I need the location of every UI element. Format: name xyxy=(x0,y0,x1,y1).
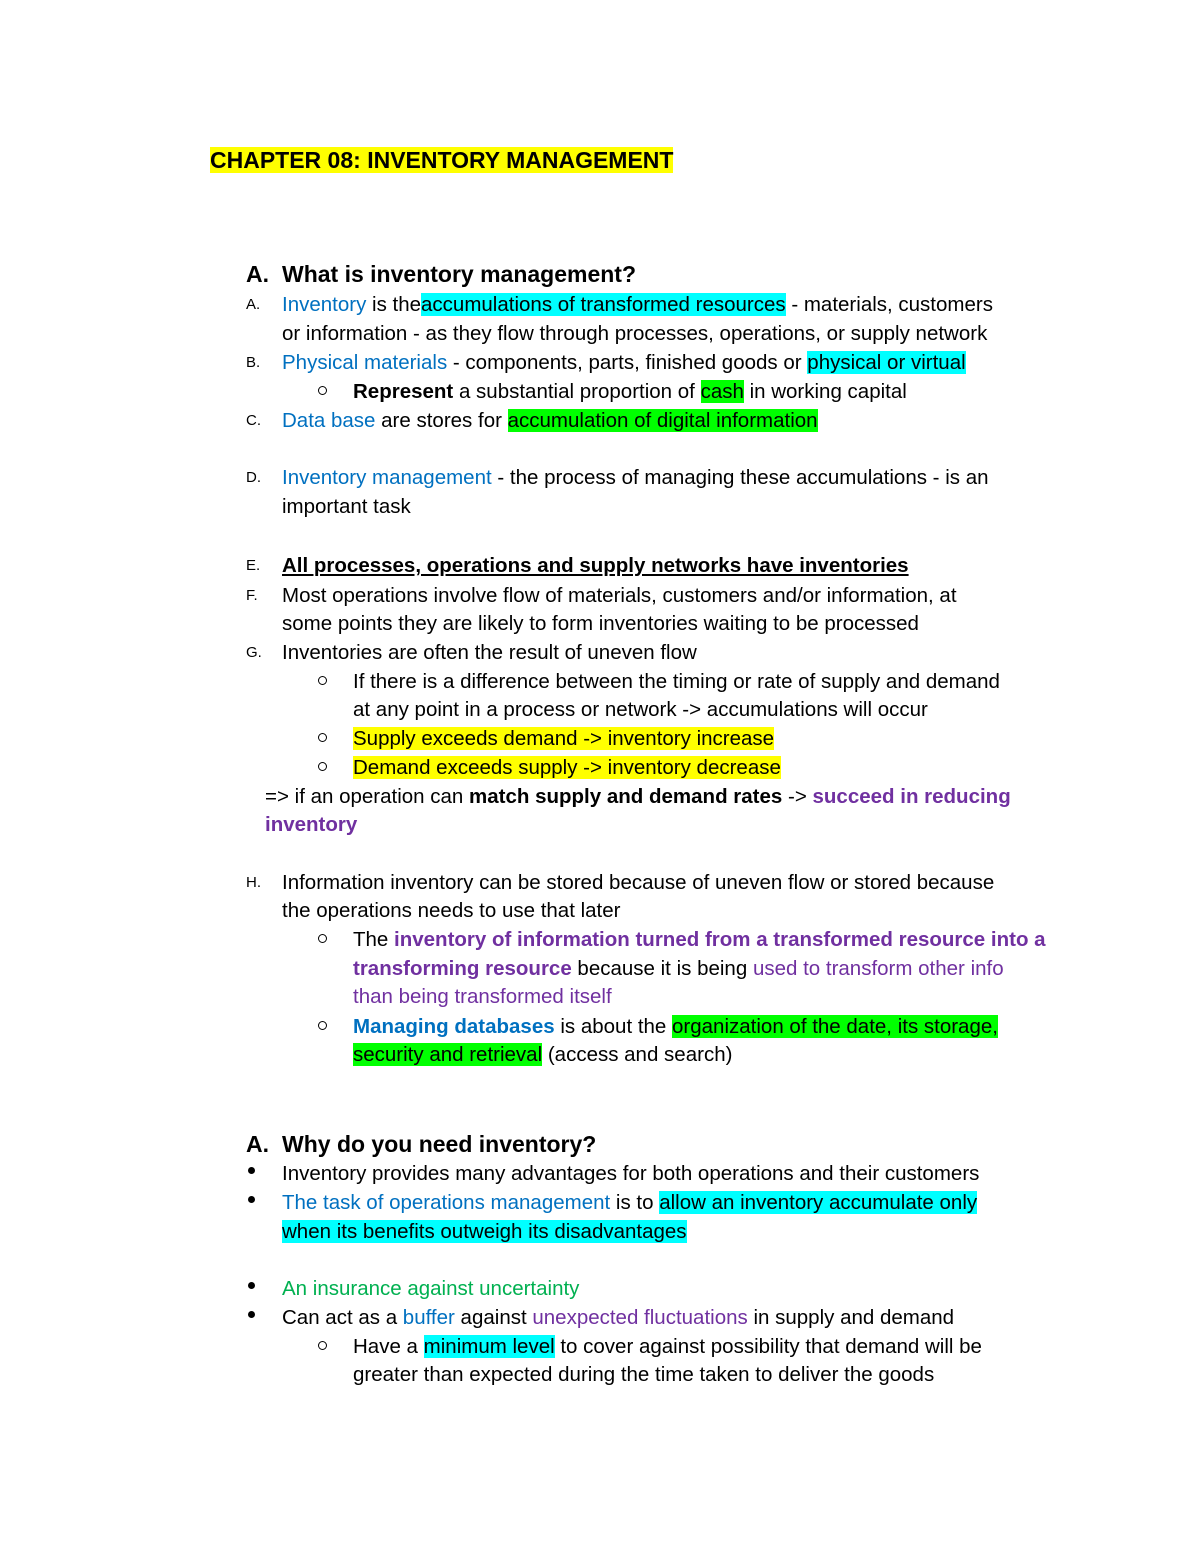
term-managing-databases: Managing databases xyxy=(353,1015,555,1038)
bullet-4-sub-line2: greater than expected during the time taken to deliver the goods xyxy=(353,1363,935,1386)
circle-bullet xyxy=(318,934,327,943)
term-data-base: Data base xyxy=(282,409,376,432)
item-a-marker: A. xyxy=(246,296,261,313)
item-h-sub1-line1: The inventory of information turned from a transformed resource into a xyxy=(353,928,1046,951)
item-a-line2: or information - as they flow through processes, operations, or supply network xyxy=(282,322,988,345)
item-g-conclusion-line2: inventory xyxy=(265,813,358,836)
item-d-marker: D. xyxy=(246,469,261,486)
item-g-sub1-line1: If there is a difference between the timing or rate of supply and demand xyxy=(353,670,1000,693)
item-h-marker: H. xyxy=(246,874,261,891)
term-task-operations: The task of operations management xyxy=(282,1191,611,1214)
circle-bullet xyxy=(318,1021,327,1030)
bullet-2-line2: when its benefits outweigh its disadvantages xyxy=(282,1220,687,1243)
highlight-accumulations: accumulations of transformed resources xyxy=(421,293,786,316)
item-b-line1: Physical materials - components, parts, finished goods or physical or virtual xyxy=(282,351,966,374)
bullet-dot xyxy=(248,1282,255,1289)
item-c-line1: Data base are stores for accumulation of digital information xyxy=(282,409,818,432)
section-a-marker: A. xyxy=(246,261,269,287)
item-e-text: All processes, operations and supply networks have inventories xyxy=(282,554,909,577)
item-e-marker: E. xyxy=(246,557,261,574)
bullet-2-line1: The task of operations management is to allow an inventory accumulate only xyxy=(282,1191,978,1214)
item-c-marker: C. xyxy=(246,412,261,429)
section-b-marker: A. xyxy=(246,1131,269,1157)
item-g-sub2: Supply exceeds demand -> inventory increase xyxy=(353,727,775,750)
item-g-conclusion-line1: => if an operation can match supply and demand rates -> succeed in reducing xyxy=(265,785,1011,808)
item-b-marker: B. xyxy=(246,354,261,371)
item-b-sub: Represent a substantial proportion of cash in working capital xyxy=(353,380,907,403)
circle-bullet xyxy=(318,733,327,742)
section-a-heading: What is inventory management? xyxy=(282,261,637,287)
bullet-3: An insurance against uncertainty xyxy=(282,1277,580,1300)
item-h-sub2-line1: Managing databases is about the organization of the date, its storage, xyxy=(353,1015,998,1038)
highlight-digital-info: accumulation of digital information xyxy=(507,409,818,432)
chapter-title: CHAPTER 08: INVENTORY MANAGEMENT xyxy=(210,147,674,173)
item-g-sub1-line2: at any point in a process or network -> accumulations will occur xyxy=(353,698,928,721)
item-g-marker: G. xyxy=(246,644,262,661)
section-b-heading: Why do you need inventory? xyxy=(282,1131,597,1157)
item-g-sub3: Demand exceeds supply -> inventory decrease xyxy=(353,756,781,779)
item-d-line1: Inventory management - the process of managing these accumulations - is an xyxy=(282,466,989,489)
bullet-4: Can act as a buffer against unexpected fluctuations in supply and demand xyxy=(282,1306,955,1329)
circle-bullet xyxy=(318,386,327,395)
circle-bullet xyxy=(318,762,327,771)
term-inventory-management: Inventory management xyxy=(282,466,492,489)
item-h-sub2-line2: security and retrieval (access and search) xyxy=(353,1043,733,1066)
item-d-line2: important task xyxy=(282,495,411,518)
item-a-line1: Inventory is theaccumulations of transformed resources - materials, customers xyxy=(282,293,993,316)
circle-bullet xyxy=(318,676,327,685)
item-f-line2: some points they are likely to form inventories waiting to be processed xyxy=(282,612,919,635)
item-f-marker: F. xyxy=(246,587,258,604)
bullet-dot xyxy=(248,1196,255,1203)
term-inventory: Inventory xyxy=(282,293,367,316)
highlight-cash: cash xyxy=(700,380,744,403)
highlight-physical-virtual: physical or virtual xyxy=(807,351,966,374)
bullet-4-sub-line1: Have a minimum level to cover against possibility that demand will be xyxy=(353,1335,982,1358)
item-h-sub1-line3: than being transformed itself xyxy=(353,985,612,1008)
term-physical-materials: Physical materials xyxy=(282,351,448,374)
bullet-1: Inventory provides many advantages for both operations and their customers xyxy=(282,1162,980,1185)
item-f-line1: Most operations involve flow of materials, customers and/or information, at xyxy=(282,584,957,607)
circle-bullet xyxy=(318,1341,327,1350)
item-g-text: Inventories are often the result of uneven flow xyxy=(282,641,697,664)
bullet-dot xyxy=(248,1167,255,1174)
bullet-dot xyxy=(248,1311,255,1318)
item-h-sub1-line2: transforming resource because it is being used to transform other info xyxy=(353,957,1004,980)
item-h-line2: the operations needs to use that later xyxy=(282,899,621,922)
item-h-line1: Information inventory can be stored because of uneven flow or stored because xyxy=(282,871,995,894)
